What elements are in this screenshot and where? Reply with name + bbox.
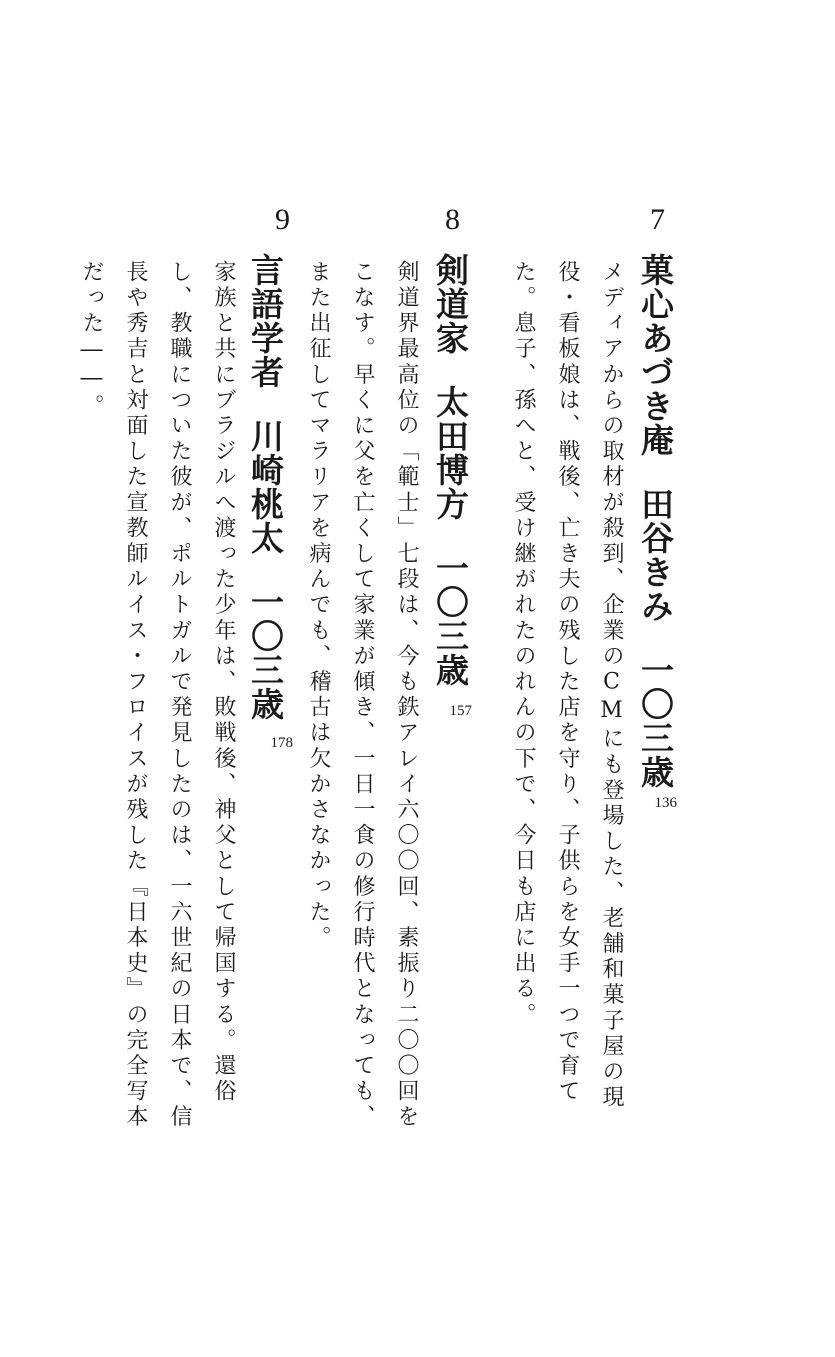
entry-9	[45, 203, 293, 1205]
entry-age: 一〇三歳	[431, 551, 470, 687]
entry-heading	[245, 253, 285, 721]
entry-number: 8	[445, 203, 460, 236]
entry-person-name: 太田博方	[431, 385, 470, 521]
entry-number: 7	[650, 203, 665, 236]
entry-body: メディアからの取材が殺到、企業のCMにも登場した、老舗和菓子屋の現役・看板娘は、戦後、亡き夫の残した店を守り、子供らを女手一つで育てた。息子、孫へと、受け継がれたのれんの下で、今日も店に出る。	[511, 260, 624, 1111]
entry-age: 一〇三歳	[636, 653, 675, 789]
entry-title: 言語学者	[246, 253, 285, 389]
entry-body: 剣道界最高位の「範士」七段は、今も鉄アレイ六〇〇回、素振り二〇〇回をこなす。早くに父を亡くして家業が傾き、一日一食の修行時代となっても、また出征してマラリアを病んでも、稽古は欠かさなかった。	[306, 260, 419, 1131]
entry-page-number: 178	[270, 735, 293, 751]
entry-number: 9	[275, 203, 290, 236]
entry-body: 家族と共にブラジルへ渡った少年は、敗戦後、神父として帰国する。還俗し、教職についた彼が、ポルトガルで発見したのは、一六世紀の日本で、信長や秀吉と対面した宣教師ルイス・フロイスが残した『日本史』の完全写本だった――。	[79, 260, 236, 1131]
entry-heading	[635, 253, 675, 789]
entry-person-name: 川崎桃太	[246, 419, 285, 555]
entry-title: 菓心あづき庵	[636, 253, 675, 457]
entry-age: 一〇三歳	[246, 585, 285, 721]
entry-7	[455, 205, 675, 1205]
entry-heading	[430, 253, 470, 687]
entry-person-name: 田谷きみ	[636, 487, 675, 623]
entry-page-number: 136	[654, 795, 677, 811]
entry-title: 剣道家	[431, 253, 470, 355]
entry-page-number: 157	[449, 703, 472, 719]
